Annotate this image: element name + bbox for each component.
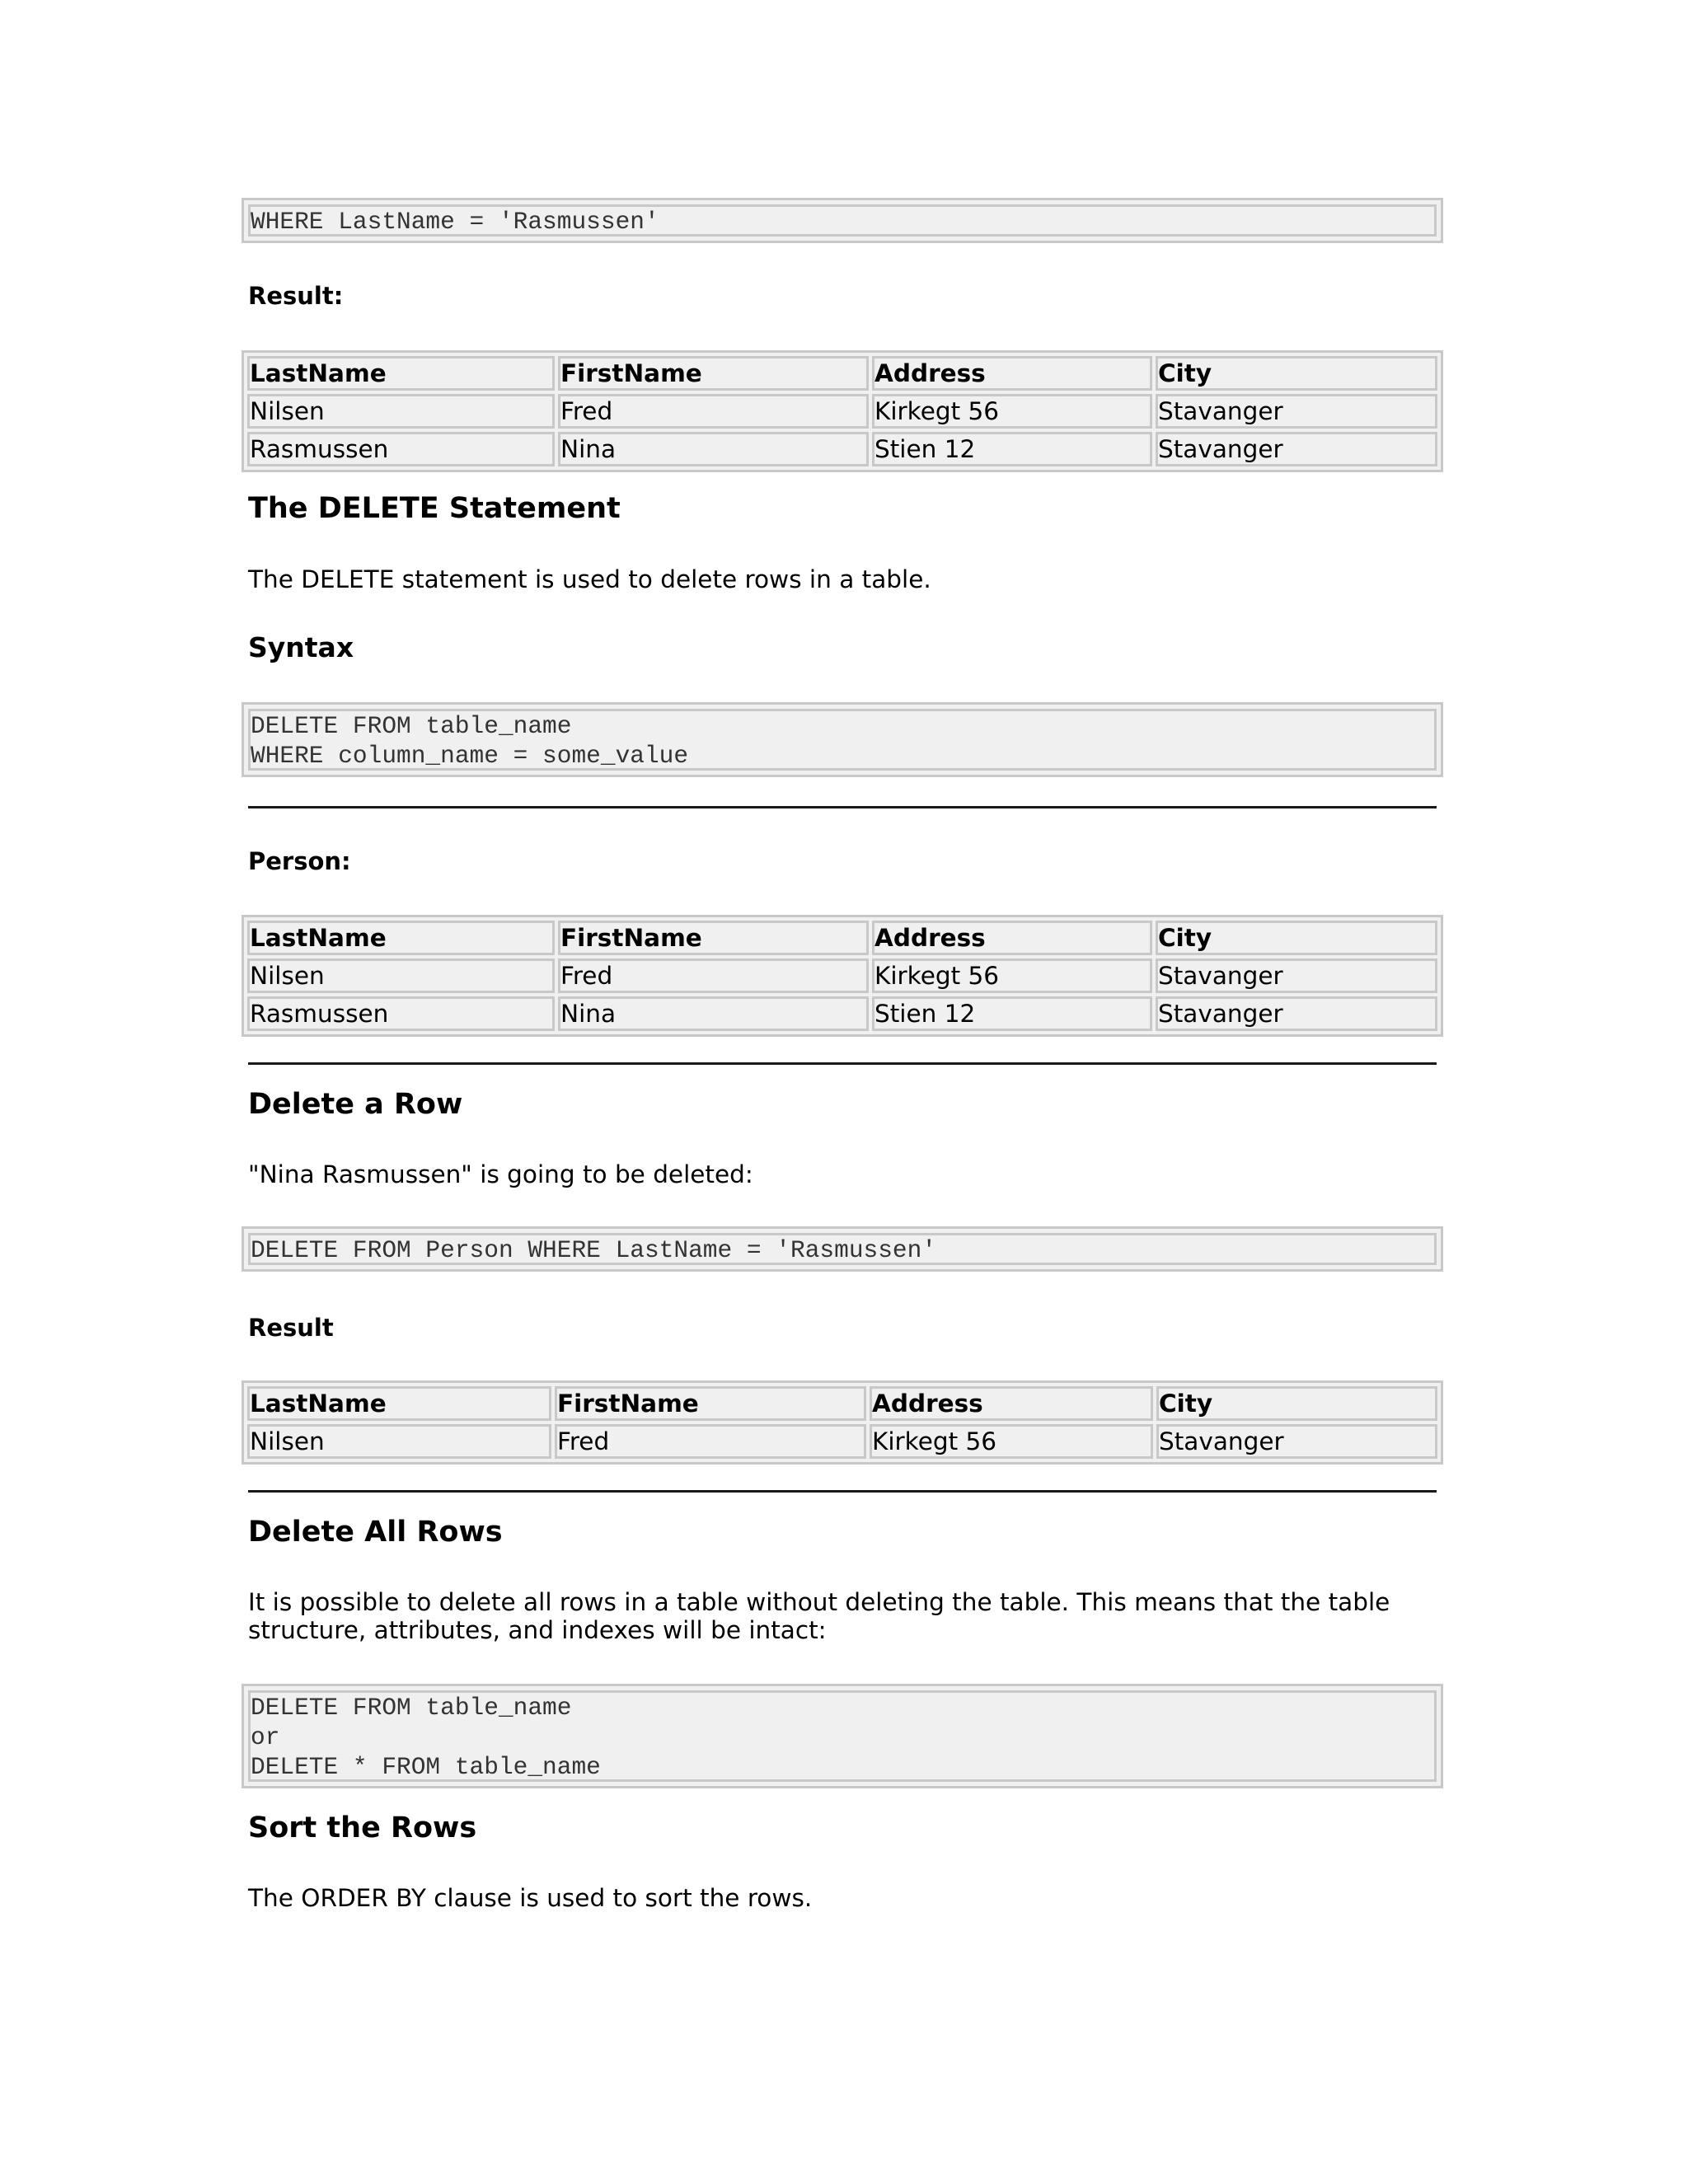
code-block-where <box>241 198 1443 243</box>
code-line: DELETE FROM table_name <box>251 1694 572 1722</box>
horizontal-rule <box>248 806 1437 808</box>
table-cell: Rasmussen <box>247 996 555 1031</box>
result-table <box>241 1380 1443 1465</box>
section-heading-delete-row: Delete a Row <box>248 1088 463 1121</box>
table-header-row <box>247 921 1437 955</box>
code-line: WHERE column_name = some_value <box>251 742 689 770</box>
result-label: Result <box>248 1314 334 1342</box>
code-line: DELETE FROM Person WHERE LastName = 'Rasmussen' <box>251 1236 937 1264</box>
table-cell: Stavanger <box>1156 1424 1437 1459</box>
table-cell: Stien 12 <box>872 996 1152 1031</box>
paragraph: The ORDER BY clause is used to sort the rows. <box>248 1884 813 1912</box>
table-cell: Fred <box>555 1424 866 1459</box>
code-line: DELETE * FROM table_name <box>251 1753 601 1781</box>
table-cell: Nilsen <box>247 958 555 993</box>
column-header-address: Address <box>872 356 1152 391</box>
column-header-lastname: LastName <box>247 356 555 391</box>
result-label: Result: <box>248 282 344 310</box>
table-cell: Stavanger <box>1156 432 1437 466</box>
table-row <box>247 432 1437 466</box>
table-cell: Stavanger <box>1156 394 1437 429</box>
code-line: DELETE FROM table_name <box>251 712 572 740</box>
table-cell: Fred <box>558 394 869 429</box>
section-heading-delete-statement: The DELETE Statement <box>248 492 621 525</box>
column-header-firstname: FirstName <box>558 921 869 955</box>
horizontal-rule <box>248 1062 1437 1065</box>
horizontal-rule <box>248 1490 1437 1493</box>
table-cell: Nilsen <box>247 1424 551 1459</box>
table-cell: Kirkegt 56 <box>872 394 1152 429</box>
table-cell: Nina <box>558 432 869 466</box>
person-table <box>241 915 1443 1037</box>
column-header-lastname: LastName <box>247 1386 551 1421</box>
section-heading-sort-rows: Sort the Rows <box>248 1811 477 1844</box>
column-header-address: Address <box>872 921 1152 955</box>
table-cell: Nilsen <box>247 394 555 429</box>
table-row <box>247 394 1437 429</box>
column-header-firstname: FirstName <box>558 356 869 391</box>
table-cell: Kirkegt 56 <box>870 1424 1153 1459</box>
column-header-firstname: FirstName <box>555 1386 866 1421</box>
table-cell: Kirkegt 56 <box>872 958 1152 993</box>
table-row <box>247 958 1437 993</box>
table-cell: Stavanger <box>1156 996 1437 1031</box>
column-header-city: City <box>1156 356 1437 391</box>
table-cell: Fred <box>558 958 869 993</box>
table-cell: Rasmussen <box>247 432 555 466</box>
column-header-city: City <box>1156 921 1437 955</box>
column-header-city: City <box>1156 1386 1437 1421</box>
code-line: or <box>251 1723 280 1751</box>
code-block-delete-all <box>241 1684 1443 1788</box>
section-heading-syntax: Syntax <box>248 631 354 663</box>
paragraph: "Nina Rasmussen" is going to be deleted: <box>248 1160 753 1188</box>
result-table <box>241 350 1443 472</box>
code-line: WHERE LastName = 'Rasmussen' <box>251 208 659 236</box>
paragraph <box>248 1588 1390 1644</box>
table-cell: Nina <box>558 996 869 1031</box>
paragraph-line: structure, attributes, and indexes will be intact: <box>248 1616 827 1644</box>
code-block-delete-syntax <box>241 702 1443 777</box>
paragraph-line: It is possible to delete all rows in a table without deleting the table. This means that the table <box>248 1588 1390 1616</box>
table-row <box>247 996 1437 1031</box>
section-heading-delete-all: Delete All Rows <box>248 1516 503 1549</box>
column-header-address: Address <box>870 1386 1153 1421</box>
table-cell: Stien 12 <box>872 432 1152 466</box>
column-header-lastname: LastName <box>247 921 555 955</box>
paragraph: The DELETE statement is used to delete rows in a table. <box>248 565 931 593</box>
table-header-row <box>247 1386 1437 1421</box>
table-row <box>247 1424 1437 1459</box>
table-header-row <box>247 356 1437 391</box>
person-label: Person: <box>248 847 351 875</box>
table-cell: Stavanger <box>1156 958 1437 993</box>
code-block-delete-row <box>241 1226 1443 1272</box>
